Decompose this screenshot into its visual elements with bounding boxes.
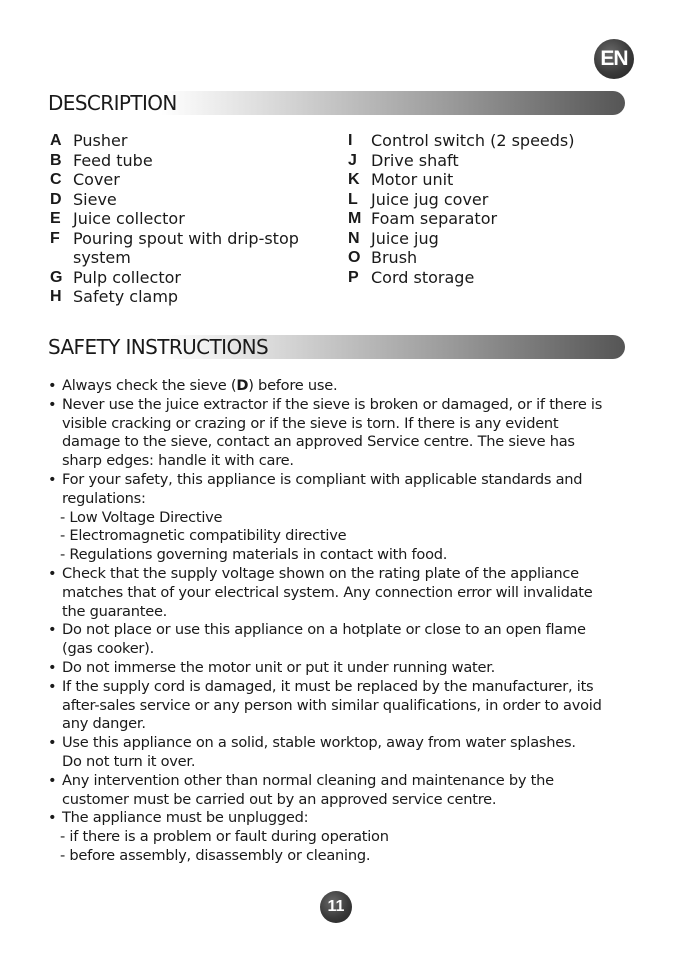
part-item [50, 151, 320, 171]
safety-item [48, 734, 618, 772]
bullet-glyph: • [48, 395, 57, 413]
part-letter: I [348, 132, 353, 149]
safety-heading: SAFETY INSTRUCTIONS [48, 335, 269, 359]
safety-item [48, 565, 618, 621]
safety-item [48, 396, 618, 471]
bullet-glyph: • [48, 621, 57, 639]
safety-item [48, 621, 618, 659]
part-name: Drive shaft [371, 150, 459, 170]
part-letter: C [50, 171, 62, 188]
safety-item [48, 772, 618, 810]
safety-item [48, 471, 618, 509]
part-letter: K [348, 171, 360, 188]
part-name: Juice jug [371, 228, 439, 248]
part-item [50, 229, 320, 268]
part-item [348, 268, 638, 288]
part-item [348, 190, 638, 210]
part-item [348, 248, 638, 268]
safety-text: Do not turn it over. [62, 752, 196, 770]
part-letter: B [50, 151, 62, 169]
safety-subitem: - Low Voltage Directive [60, 508, 223, 526]
part-item [50, 131, 320, 151]
part-name: Pulp collector [73, 267, 181, 287]
part-name: Brush [371, 248, 418, 267]
part-letter: O [348, 249, 361, 266]
bullet-glyph: • [48, 734, 57, 752]
bullet-glyph: • [48, 658, 57, 676]
part-name: Foam separator [371, 209, 498, 228]
safety-text: For your safety, this appliance is compliant with applicable standards and regulations: [62, 470, 583, 507]
safety-item [48, 659, 618, 678]
part-name: Motor unit [371, 170, 454, 189]
safety-subitem: - if there is a problem or fault during operation [60, 828, 389, 846]
part-item [348, 151, 638, 171]
part-item [50, 190, 320, 210]
safety-text: ) before use. [248, 377, 338, 394]
part-letter: E [50, 210, 61, 227]
language-badge: EN [594, 39, 634, 79]
part-letter: L [348, 190, 358, 208]
safety-instructions-list [48, 377, 618, 866]
part-letter: P [348, 268, 359, 286]
part-name: Safety clamp [73, 287, 179, 306]
part-item [348, 170, 638, 190]
safety-item [48, 377, 618, 396]
part-item [50, 268, 320, 288]
part-item [348, 131, 638, 151]
description-heading: DESCRIPTION [48, 91, 177, 115]
bullet-glyph: • [48, 809, 57, 827]
part-name: Cord storage [371, 267, 475, 287]
safety-text: Always check the sieve ( [62, 377, 237, 394]
safety-text: Never use the juice extractor if the sieve is broken or damaged, or if there is visible cracking or crazing or if the sieve is torn. If there is any evident damage to the sieve, contact an approved Service centre. The sieve has sharp edges: handle it with care. [62, 395, 603, 470]
parts-list-left [50, 131, 320, 307]
safety-text: Use this appliance on a solid, stable worktop, away from water splashes. [62, 734, 576, 752]
part-name: Feed tube [73, 150, 153, 170]
safety-text: Do not immerse the motor unit or put it under running water. [62, 658, 496, 676]
safety-item [48, 678, 618, 734]
page-number-badge: 11 [320, 891, 352, 923]
safety-text: If the supply cord is damaged, it must be replaced by the manufacturer, its after-sales service or any person with similar qualifications, in order to avoid any danger. [62, 677, 602, 733]
safety-text: Do not place or use this appliance on a hotplate or close to an open flame (gas cooker). [62, 621, 586, 658]
parts-list-right [348, 131, 638, 287]
part-letter: D [50, 190, 62, 208]
bullet-glyph: • [48, 377, 57, 394]
part-item [50, 209, 320, 229]
part-name: Juice collector [73, 209, 185, 228]
part-letter: J [348, 151, 357, 169]
part-name: Pouring spout with drip-stop system [73, 228, 299, 267]
safety-header-bar [45, 335, 625, 359]
part-letter: H [50, 288, 62, 305]
bullet-glyph: • [48, 470, 57, 488]
safety-text: The appliance must be unplugged: [62, 809, 309, 827]
safety-subitem: - before assembly, disassembly or cleaning. [60, 846, 371, 864]
part-reference: D [236, 377, 249, 394]
description-header-bar [45, 91, 625, 115]
part-name: Cover [73, 170, 120, 189]
bullet-glyph: • [48, 677, 57, 695]
safety-text: Any intervention other than normal cleaning and maintenance by the customer must be carried out by an approved service centre. [62, 771, 554, 808]
part-item [50, 170, 320, 190]
part-letter: G [50, 268, 63, 286]
part-name: Control switch (2 speeds) [371, 131, 575, 150]
part-item [50, 287, 320, 307]
part-name: Pusher [73, 131, 128, 150]
safety-subitem: - Electromagnetic compatibility directive [60, 527, 347, 545]
part-name: Juice jug cover [371, 189, 489, 209]
part-letter: F [50, 229, 60, 247]
bullet-glyph: • [48, 564, 57, 582]
part-item [348, 229, 638, 249]
safety-subitem: - Regulations governing materials in contact with food. [60, 546, 448, 564]
part-item [348, 209, 638, 229]
part-letter: M [348, 210, 362, 227]
part-name: Sieve [73, 189, 117, 209]
part-letter: A [50, 132, 62, 149]
safety-item [48, 809, 618, 828]
bullet-glyph: • [48, 771, 57, 789]
part-letter: N [348, 229, 360, 247]
safety-text: Check that the supply voltage shown on the rating plate of the appliance matches that of your electrical system. Any connection error will invalidate the guarantee. [62, 564, 593, 620]
